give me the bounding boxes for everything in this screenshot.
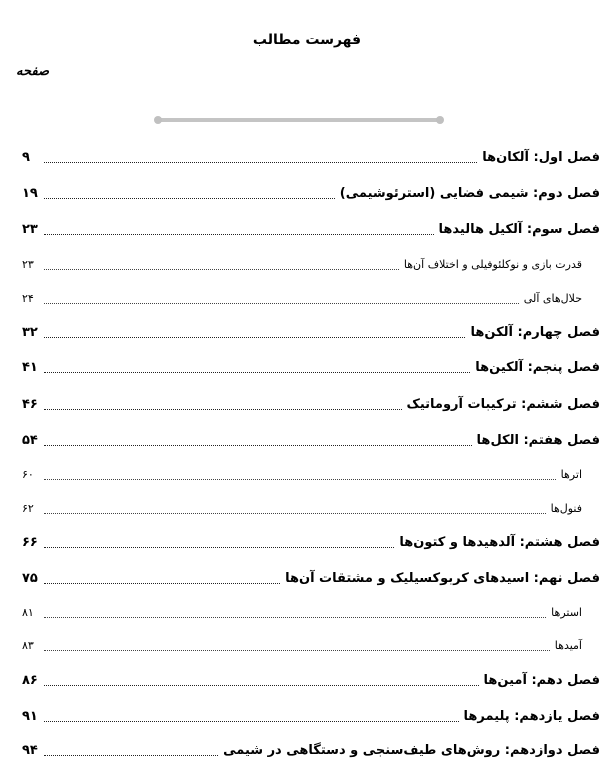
- toc-entry[interactable]: [22, 601, 600, 623]
- toc-leader: [44, 409, 402, 410]
- toc-entry-title: حلال‌های آلی: [523, 292, 582, 305]
- toc-entry[interactable]: [22, 218, 600, 240]
- toc-entry-page: ۹۱: [22, 709, 38, 724]
- toc-entry-page: ۴۱: [22, 360, 38, 375]
- toc-leader: [44, 372, 470, 373]
- toc-entry[interactable]: [22, 146, 600, 168]
- toc-entry[interactable]: [22, 705, 600, 727]
- divider-dot-left: [154, 116, 162, 124]
- toc-entry-title: فصل هفتم: الکل‌ها: [476, 433, 600, 448]
- toc-leader: [44, 513, 546, 514]
- toc-entry-title: فصل دوازدهم: روش‌های طیف‌سنجی و دستگاهی در شیمی: [223, 743, 600, 758]
- toc-entry[interactable]: [22, 497, 600, 519]
- toc-entry-title: فصل هشتم: آلدهیدها و کتون‌ها: [399, 535, 600, 550]
- toc-entry-title: فصل دهم: آمین‌ها: [483, 673, 600, 688]
- toc-entry-page: ۲۳: [22, 258, 34, 271]
- toc-entry[interactable]: [22, 634, 600, 656]
- toc-leader: [44, 650, 550, 651]
- toc-entry-title: آمیدها: [554, 639, 582, 652]
- toc-entry-title: اترها: [560, 468, 582, 481]
- toc-leader: [44, 269, 399, 270]
- toc-leader: [44, 685, 479, 686]
- toc-entry[interactable]: [22, 739, 600, 761]
- toc-entry-title: فنول‌ها: [550, 502, 582, 515]
- toc-entry-title: فصل ششم: ترکیبات آروماتیک: [406, 397, 600, 412]
- toc-entry[interactable]: [22, 393, 600, 415]
- toc-entry-title: فصل پنجم: آلکین‌ها: [475, 360, 600, 375]
- toc-entry-page: ۸۶: [22, 673, 38, 688]
- toc-entry-page: ۹۴: [22, 743, 38, 758]
- toc-entry-title: استرها: [551, 606, 582, 619]
- toc-leader: [44, 479, 556, 480]
- toc-entry-page: ۸۱: [22, 606, 34, 619]
- toc-entry-page: ۶۲: [22, 502, 34, 515]
- toc-entry[interactable]: [22, 531, 600, 553]
- toc-leader: [44, 721, 459, 722]
- toc-entry[interactable]: [22, 287, 600, 309]
- toc-entry[interactable]: [22, 182, 600, 204]
- toc-entry-title: فصل دوم: شیمی فضایی (استرئوشیمی): [339, 186, 600, 201]
- toc-leader: [44, 755, 218, 756]
- toc-leader: [44, 445, 472, 446]
- toc-entry-page: ۲۳: [22, 222, 38, 237]
- toc-entry-page: ۷۵: [22, 571, 38, 586]
- toc-entry-page: ۸۳: [22, 639, 34, 652]
- toc-entry[interactable]: [22, 253, 600, 275]
- toc-entry[interactable]: [22, 321, 600, 343]
- toc-entry-page: ۶۰: [22, 468, 34, 481]
- toc-entry-title: فصل یازدهم: پلیمرها: [463, 709, 600, 724]
- toc-entry-title: فصل سوم: آلکیل هالیدها: [438, 222, 600, 237]
- toc-entry-page: ۳۲: [22, 325, 38, 340]
- toc-entry-page: ۲۴: [22, 292, 34, 305]
- toc-leader: [44, 198, 335, 199]
- toc-entry[interactable]: [22, 669, 600, 691]
- toc-leader: [44, 547, 394, 548]
- toc-entry-page: ۱۹: [22, 186, 38, 201]
- toc-leader: [44, 617, 546, 618]
- toc-entry-title: فصل نهم: اسیدهای کربوکسیلیک و مشتقات آن‌ها: [285, 571, 600, 586]
- toc-leader: [44, 337, 465, 338]
- toc-leader: [44, 234, 434, 235]
- divider-line: [158, 118, 440, 122]
- toc-entry-page: ۵۴: [22, 433, 38, 448]
- toc-entry-page: ۹: [22, 150, 30, 165]
- toc-entry-title: فصل چهارم: آلکن‌ها: [470, 325, 600, 340]
- toc-leader: [44, 303, 519, 304]
- toc-leader: [44, 162, 477, 163]
- toc-entry-title: فصل اول: آلکان‌ها: [482, 150, 600, 165]
- divider-dot-right: [436, 116, 444, 124]
- toc-entry[interactable]: [22, 567, 600, 589]
- toc-leader: [44, 583, 280, 584]
- toc-entry[interactable]: [22, 463, 600, 485]
- page-title: فهرست مطالب: [252, 32, 362, 48]
- page-column-label: صفحه: [16, 64, 49, 79]
- toc-entry-page: ۶۶: [22, 535, 38, 550]
- toc-entry[interactable]: [22, 356, 600, 378]
- toc-entry-title: قدرت بازی و نوکلئوفیلی و اختلاف آن‌ها: [403, 258, 582, 271]
- toc-entry-page: ۴۶: [22, 397, 38, 412]
- toc-entry[interactable]: [22, 429, 600, 451]
